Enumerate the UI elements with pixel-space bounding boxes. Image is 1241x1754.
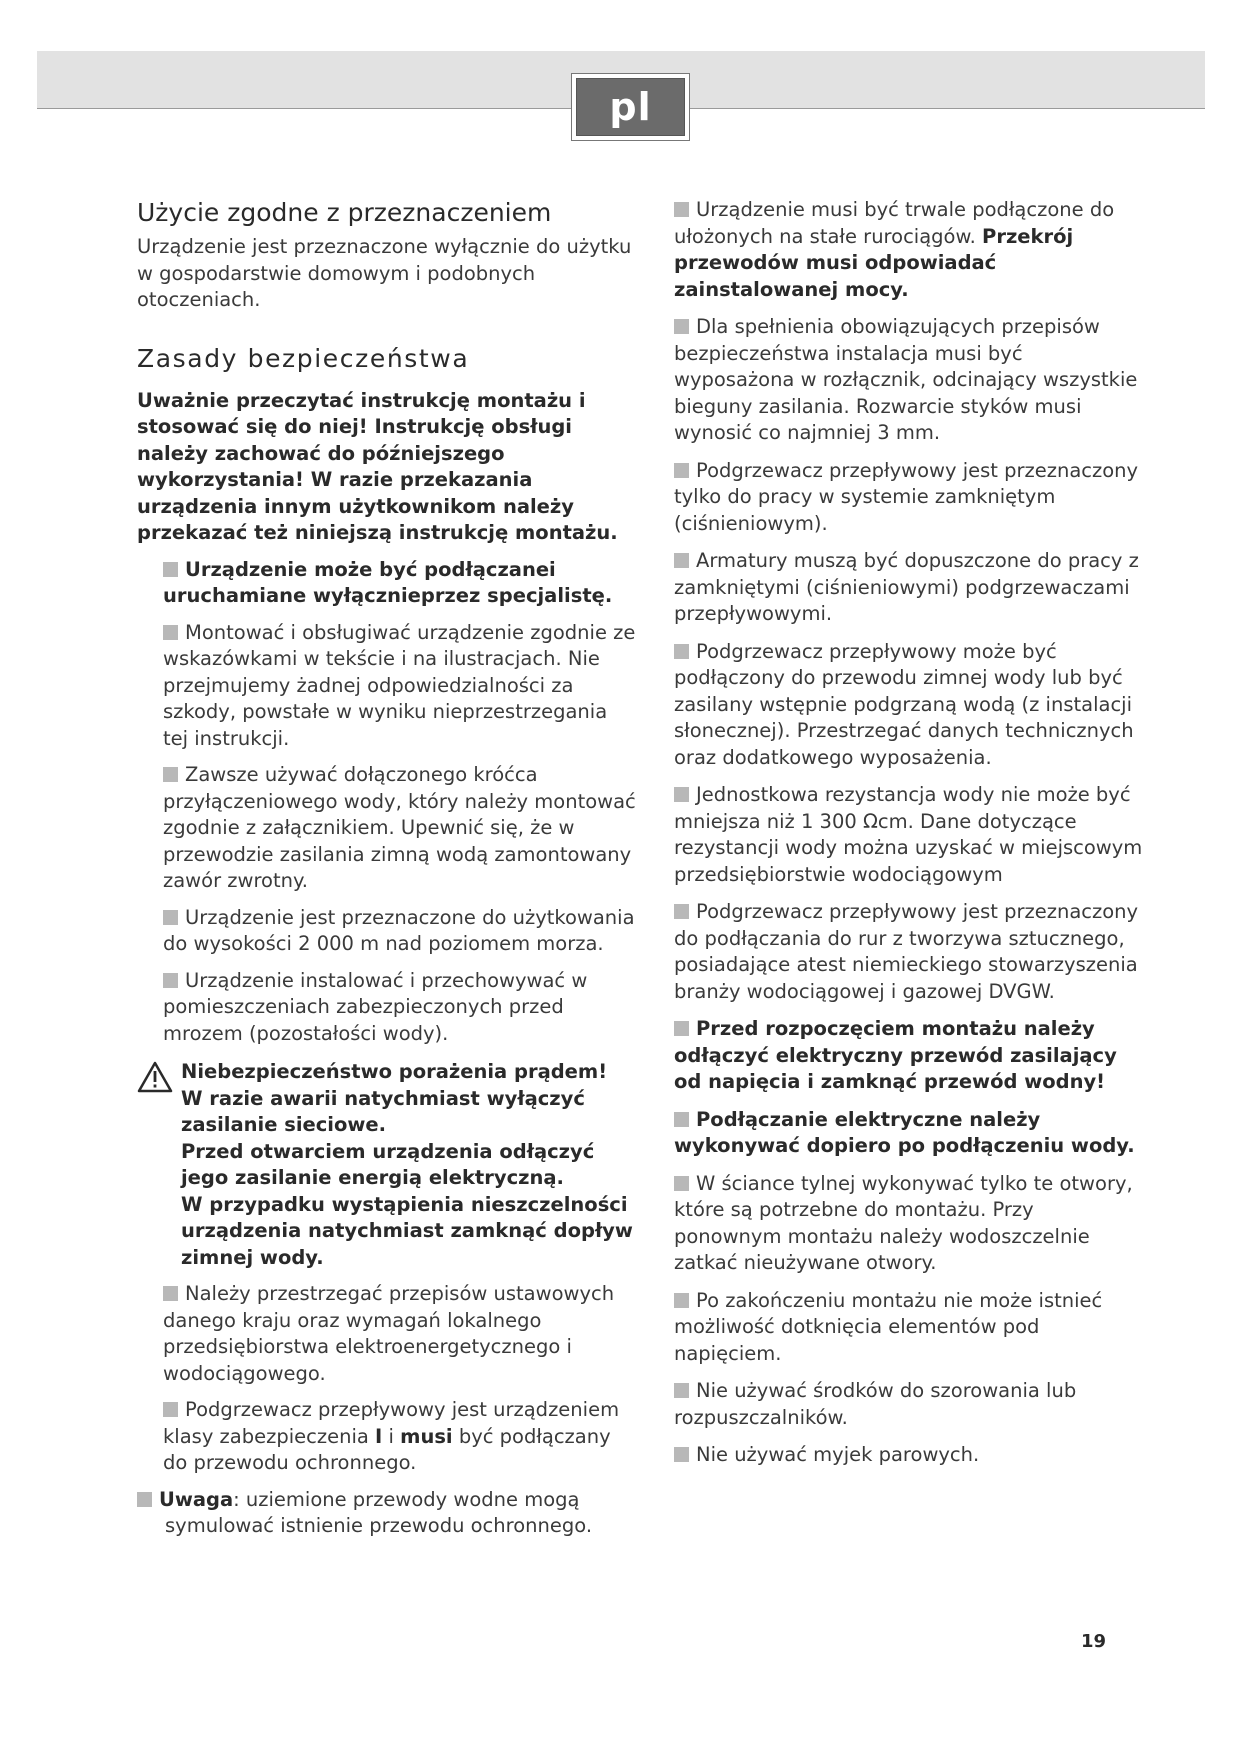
warning-line: W razie awarii natychmiast wyłączyć zasilanie sieciowe. xyxy=(181,1086,585,1136)
right-column xyxy=(674,197,1144,1469)
bullet-square-icon xyxy=(163,625,178,640)
warning-line: W przypadku wystąpienia nieszczelności urządzenia natychmiast zamknąć dopływ zimnej wody. xyxy=(181,1192,633,1269)
bullet-square-icon xyxy=(674,1383,689,1398)
warning-line: Przed otwarciem urządzenia odłączyć jego zasilanie energią elektryczną. xyxy=(181,1139,595,1189)
list-item: Nie używać środków do szorowania lub rozpuszczalników. xyxy=(674,1379,1077,1429)
list-item: Armatury muszą być dopuszczone do pracy z zamkniętymi (ciśnieniowymi) podgrzewaczami przepływowymi. xyxy=(674,549,1139,625)
list-item: Urządzenie instalować i przechowywać w pomieszczeniach zabezpieczonych przed mrozem (pozostałości wody). xyxy=(163,968,588,1045)
electric-shock-warning xyxy=(137,1059,637,1271)
bullet-square-icon xyxy=(674,319,689,334)
bullet-square-icon xyxy=(163,767,178,782)
language-tag xyxy=(571,73,690,141)
list-item: Podgrzewacz przepływowy może być podłączony do przewodu zimnej wody lub być zasilany wstępnie podgrzaną wodą (z instalacji słonecznej). Przestrzegać danych technicznych oraz dodatkowego wyposażenia. xyxy=(674,639,1134,769)
list-item: W ściance tylnej wykonywać tylko te otwory, które są potrzebne do montażu. Przy ponownym montażu należy wodoszczelnie zatkać nieużywane otwory. xyxy=(674,1171,1133,1274)
list-item: Dla spełnienia obowiązujących przepisów bezpieczeństwa instalacja musi być wyposażona w rozłącznik, odcinający wszystkie bieguny zasilania. Rozwarcie styków musi wynosić co najmniej 3 mm. xyxy=(674,315,1138,444)
warning-triangle-icon xyxy=(137,1061,173,1093)
bullet-square-icon xyxy=(674,1021,689,1036)
bullet-square-icon xyxy=(674,202,689,217)
intended-use-text: Urządzenie jest przeznaczone wyłącznie do użytku w gospodarstwie domowym i podobnych otoczeniach. xyxy=(137,235,632,311)
bullet-square-icon xyxy=(137,1492,152,1507)
bullet-square-icon xyxy=(163,1402,178,1417)
list-item: Zawsze używać dołączonego króćca przyłączeniowego wody, który należy montować zgodnie z załącznikiem. Upewnić się, że w przewodzie zasilania zimną wodą zamontowany zawór zwrotny. xyxy=(163,763,636,892)
list-item: Urządzenie musi być trwale podłączone do ułożonych na stałe rurociągów. Przekrój przewodów musi odpowiadać zainstalowanej mocy. xyxy=(674,198,1115,301)
bullet-square-icon xyxy=(674,1447,689,1462)
bullet-square-icon xyxy=(674,644,689,659)
section-title-intended-use: Użycie zgodne z przeznaczeniem xyxy=(137,198,552,227)
bullet-square-icon xyxy=(674,463,689,478)
bullet-square-icon xyxy=(163,562,178,577)
list-item: Podgrzewacz przepływowy jest urządzeniem klasy zabezpieczenia I i musi być podłączany do przewodu ochronnego. xyxy=(163,1398,620,1474)
list-item: Przed rozpoczęciem montażu należy odłączyć elektryczny przewód zasilający od napięcia i zamknąć przewód wodny! xyxy=(674,1017,1117,1093)
bullet-square-icon xyxy=(163,1286,178,1301)
bullet-square-icon xyxy=(163,973,178,988)
bullet-square-icon xyxy=(674,553,689,568)
bullet-square-icon xyxy=(163,910,178,925)
list-item: Montować i obsługiwać urządzenie zgodnie ze wskazówkami w tekście i na ilustracjach. Nie przejmujemy żadnej odpowiedzialności za szkody, powstałe w wyniku nieprzestrzegania tej instrukcji. xyxy=(163,620,636,750)
list-item: Należy przestrzegać przepisów ustawowych danego kraju oraz wymagań lokalnego przedsiębiorstwa elektroenergetycznego i wodociągowego. xyxy=(163,1282,615,1385)
list-item: Podgrzewacz przepływowy jest przeznaczony tylko do pracy w systemie zamkniętym (ciśnieniowym). xyxy=(674,458,1139,535)
list-item: Urządzenie jest przeznaczone do użytkowania do wysokości 2 000 m nad poziomem morza. xyxy=(163,905,635,955)
list-item: Podgrzewacz przepływowy jest przeznaczony do podłączania do rur z tworzywa sztucznego, posiadające atest niemieckiego stowarzyszenia branży wodociągowej i gazowej DVGW. xyxy=(674,900,1139,1003)
section-title-safety: Zasady bezpieczeństwa xyxy=(137,343,470,373)
language-tag-label: pl xyxy=(576,78,685,136)
warning-line: Niebezpieczeństwo porażenia prądem! xyxy=(181,1060,608,1083)
bullet-square-icon xyxy=(674,1176,689,1191)
safety-intro: Uważnie przeczytać instrukcję montażu i stosować się do niej! Instrukcję obsługi należy zachować do późniejszego wykorzystania! W razie przekazania urządzenia innym użytkownikom należy przekazać też niniejszą instrukcję montażu. xyxy=(137,388,618,544)
page-number: 19 xyxy=(1081,1631,1107,1652)
list-item-note: Uwaga: uziemione przewody wodne mogą symulować istnienie przewodu ochronnego. xyxy=(137,1487,637,1540)
bullet-square-icon xyxy=(674,1112,689,1127)
bullet-square-icon xyxy=(674,787,689,802)
bullet-square-icon xyxy=(674,904,689,919)
list-item: Nie używać myjek parowych. xyxy=(674,1442,1144,1469)
bullet-square-icon xyxy=(674,1293,689,1308)
list-item: Podłączanie elektryczne należy wykonywać dopiero po podłączeniu wody. xyxy=(674,1107,1135,1157)
list-item: Jednostkowa rezystancja wody nie może być mniejsza niż 1 300 Ωcm. Dane dotyczące rezystancji wody można uzyskać w miejscowym przedsiębiorstwie wodociągowym xyxy=(674,783,1143,886)
left-column xyxy=(137,196,637,1540)
list-item: Po zakończeniu montażu nie może istnieć możliwość dotknięcia elementów pod napięciem. xyxy=(674,1288,1103,1365)
list-item: Urządzenie może być podłączanei uruchamiane wyłącznieprzez specjalistę. xyxy=(163,557,613,607)
